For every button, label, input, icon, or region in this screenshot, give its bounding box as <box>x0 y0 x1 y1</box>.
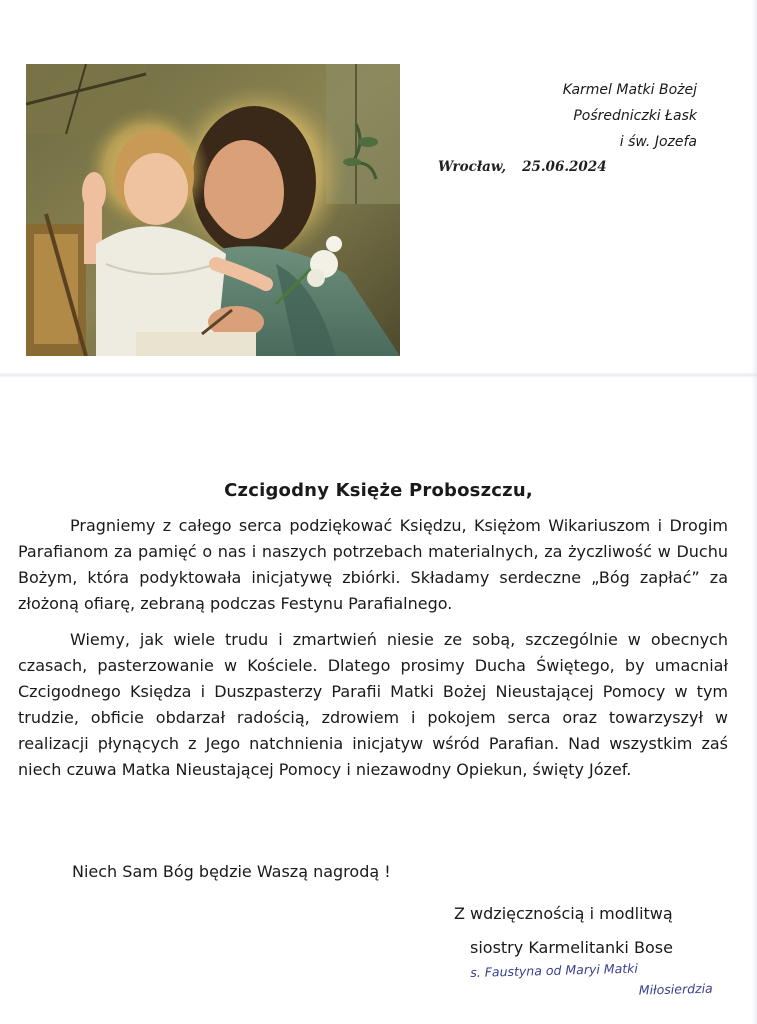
place-and-date <box>438 159 607 175</box>
salutation: Czcigodny Księże Proboszczu, <box>224 480 533 501</box>
sender-address <box>563 77 697 155</box>
sender-line-2: Pośredniczki Łask <box>573 108 697 124</box>
sender-line-1: Karmel Matki Bożej <box>562 82 697 98</box>
holy-picture-st-joseph <box>26 64 400 356</box>
place: Wrocław, <box>438 159 507 175</box>
closing-block <box>454 897 673 965</box>
handwritten-signature <box>470 956 713 1006</box>
handwritten-line-2: Miłosierdzia <box>638 980 713 998</box>
closing-wish: Niech Sam Bóg będzie Waszą nagrodą ! <box>72 862 391 881</box>
paper-fold <box>0 372 757 378</box>
letter-body <box>18 513 728 783</box>
date: 25.06.2024 <box>522 159 607 175</box>
paragraph-2: Wiemy, jak wiele trudu i zmartwień niesie ze sobą, szczególnie w obecnych czasach, pasterzowanie w Kościele. Dlatego prosimy Ducha Świętego, by umacniał Czcigodnego Księdza i Duszpasterzy Parafii Matki Bożej Nieustającej Pomocy w tym trudzie, obficie obdarzał radością, zdrowiem i pokojem serca oraz towarzyszył w realizacji płynących z Jego natchnienia inicjatyw wśród Parafian. Nad wszystkim zaś niech czuwa Matka Nieustającej Pomocy i niezawodny Opiekun, święty Józef. <box>18 630 728 779</box>
paper-edge <box>751 0 757 1024</box>
closing-line-1: Z wdzięcznością i modlitwą <box>454 904 673 923</box>
closing-line-2: siostry Karmelitanki Bose <box>470 938 673 957</box>
sender-line-3: i św. Jozefa <box>619 134 697 150</box>
paragraph-1: Pragniemy z całego serca podziękować Księdzu, Księżom Wikariuszom i Drogim Parafianom za pamięć o nas i naszych potrzebach materialnych, za życzliwość w Duchu Bożym, która podyktowała inicjatywę zbiórki. Składamy serdeczne „Bóg zapłać” za złożoną ofiarę, zebraną podczas Festynu Parafialnego. <box>18 516 728 613</box>
handwritten-line-1: s. Faustyna od Maryi Matki <box>470 960 639 980</box>
